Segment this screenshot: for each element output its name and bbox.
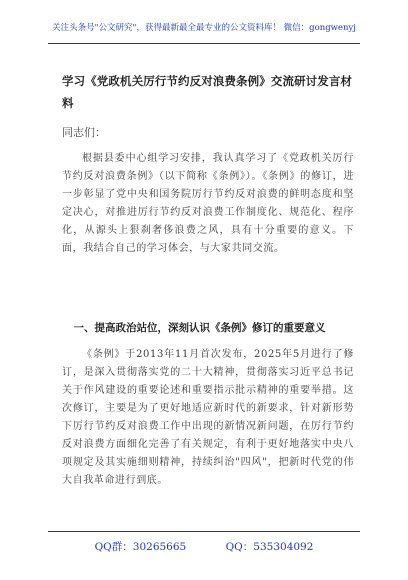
- paragraph-section-1: 《条例》于2013年11月首次发布，2025年5月进行了修订，是深入贯彻落实党的二十大精神，贯彻落实习近平总书记关于作风建设的重要论述和重要指示批示精神的重要举措。这次修订，主要是为了更好地适应新时代的新要求，针对新形势下厉行节约反对浪费工作中出现的新情况新问题，在厉行节约反对浪费方面细化完善了有关规定，有利于更好地落实中央八项规定及其实施细则精神，持续纠治"四风"，把新时代党的伟大自我革命进行到底。: [62, 349, 354, 486]
- section-heading: 一、提高政治站位，深刻认识《条例》修订的重要意义: [73, 322, 326, 334]
- header-divider: [48, 43, 360, 44]
- salutation: 同志们：: [62, 126, 106, 139]
- paragraph-intro: 根据县委中心组学习安排，我认真学习了《党政机关厉行节约反对浪费条例》（以下简称《条例》）。《条例》的修订，进一步彰显了党中央和国务院厉行节约反对浪费的鲜明态度和坚定决心，对推进厉行节约反对浪费工作制度化、规范化、程序化，从源头上狠刹奢侈浪费之风，具有十分重要的意义。下面，我结合自己的学习体会，与大家共同交流。: [62, 153, 354, 254]
- footer-qq-group: QQ群：30265665: [94, 541, 187, 553]
- footer-contact: [0, 540, 408, 554]
- footer-divider: [48, 531, 360, 532]
- footer-qq-number: QQ：535304092: [225, 541, 314, 553]
- header-promo-note: 关注头条号"公文研究"，获得最新最全最专业的公文资料库！ 微信：gongwenyj: [52, 23, 356, 33]
- document-title: 学习《党政机关厉行节约反对浪费条例》交流研讨发言材料: [62, 74, 352, 110]
